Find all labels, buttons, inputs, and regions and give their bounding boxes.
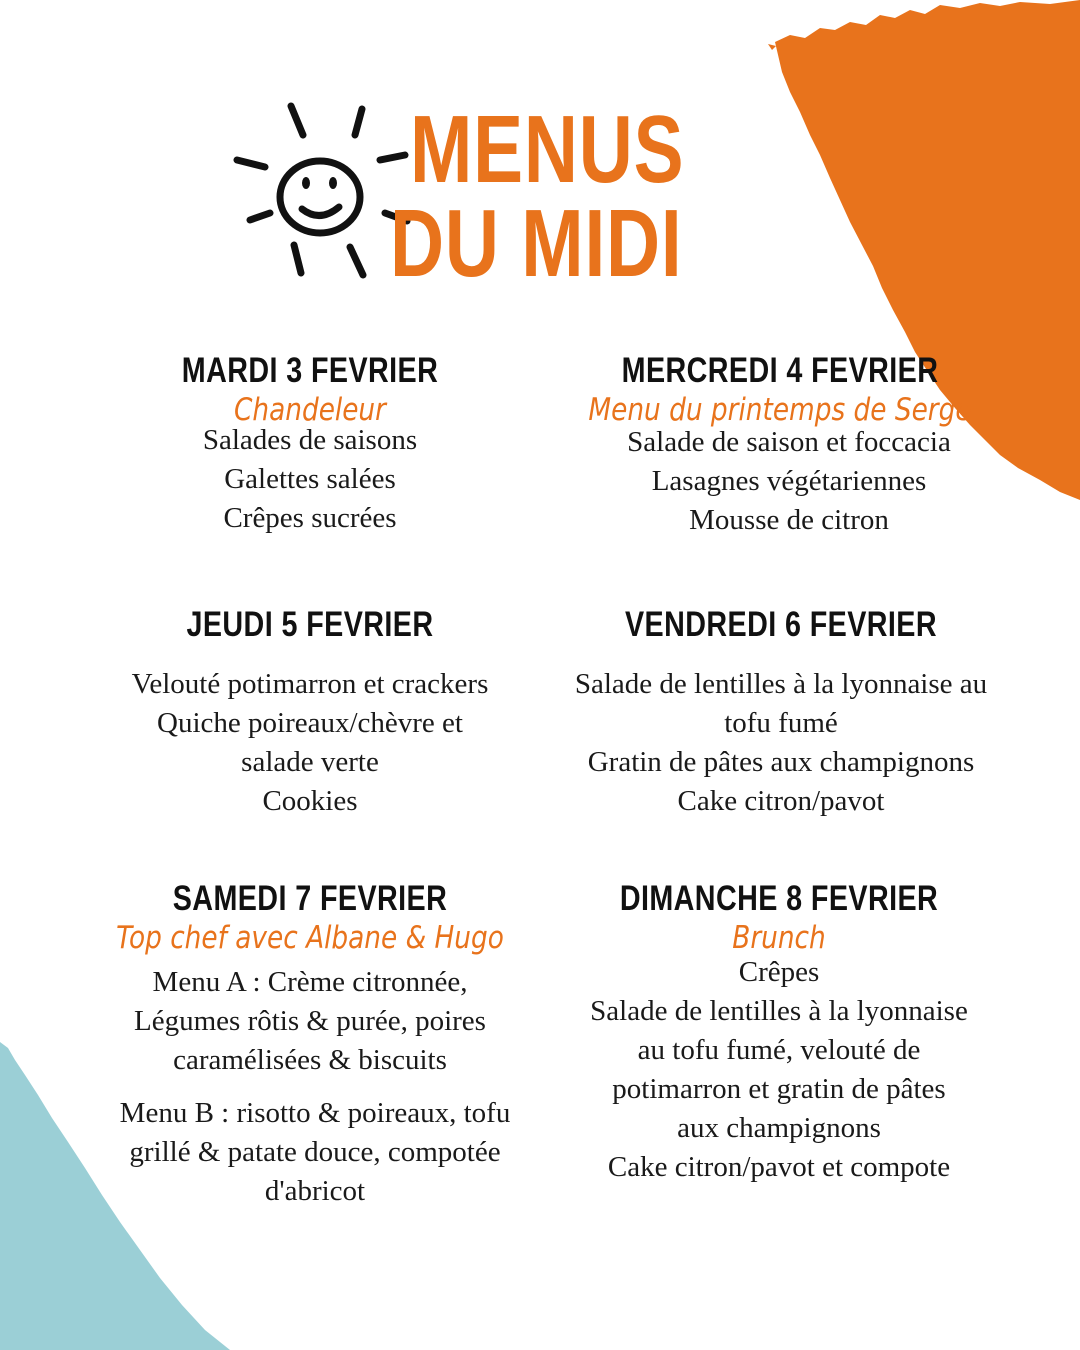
menu-item: Crêpes <box>738 956 820 989</box>
menu-items <box>60 421 560 538</box>
menu-item: Cake citron/pavot et compote <box>607 1151 951 1184</box>
menu-item: Salades de saisons <box>202 424 418 457</box>
menu-item: Salade de saison et foccacia <box>627 426 951 459</box>
menu-items <box>540 953 1018 1187</box>
menu-item: Quiche poireaux/chèvre et <box>157 706 463 739</box>
menu-item: Menu B : risotto & poireaux, tofu <box>119 1097 511 1130</box>
day-block-thursday <box>60 606 560 821</box>
menu-item: Cake citron/pavot <box>677 784 885 817</box>
menu-items <box>60 665 560 821</box>
day-subtitle: Brunch <box>732 919 826 956</box>
menu-item: aux champignons <box>677 1112 881 1145</box>
day-block-sunday <box>540 880 1018 1187</box>
menu-item: Mousse de citron <box>689 504 889 537</box>
menu-item: Cookies <box>262 784 358 817</box>
menu-item: Gratin de pâtes aux champignons <box>587 745 975 778</box>
menu-item: caramélisées & biscuits <box>173 1044 447 1077</box>
menu-item: Galettes salées <box>224 463 396 496</box>
title-line-menus: MENUS <box>410 96 685 203</box>
day-block-saturday <box>60 880 560 1211</box>
day-title: DIMANCHE 8 FEVRIER <box>619 879 939 918</box>
day-subtitle: Menu du printemps de Serge <box>588 391 972 428</box>
menu-item: Lasagnes végétariennes <box>651 465 927 498</box>
day-title: SAMEDI 7 FEVRIER <box>172 879 448 918</box>
menu-item: Crêpes sucrées <box>223 502 397 535</box>
day-title: VENDREDI 6 FEVRIER <box>625 605 937 644</box>
day-title: JEUDI 5 FEVRIER <box>186 605 434 644</box>
menu-items-b <box>70 1094 560 1211</box>
menu-item: grillé & patate douce, compotée <box>129 1136 501 1169</box>
day-subtitle: Chandeleur <box>234 391 386 428</box>
title-line-du-midi: DU MIDI <box>390 190 683 297</box>
menu-item: salade verte <box>241 745 379 778</box>
menu-item: tofu fumé <box>724 706 838 739</box>
menu-item: Salade de lentilles à la lyonnaise au <box>574 667 988 700</box>
menu-item: Légumes rôtis & purée, poires <box>134 1005 486 1038</box>
menu-item: au tofu fumé, velouté de <box>637 1034 921 1067</box>
smiling-sun-icon <box>225 95 415 285</box>
day-block-friday <box>540 606 1022 821</box>
day-block-tuesday <box>60 352 560 538</box>
menu-item: Salade de lentilles à la lyonnaise <box>590 995 968 1028</box>
menu-item: Menu A : Crème citronnée, <box>152 966 468 999</box>
menu-items-a <box>60 963 560 1080</box>
menu-items <box>540 423 1020 540</box>
menu-items <box>540 665 1022 821</box>
menu-item: potimarron et gratin de pâtes <box>612 1073 946 1106</box>
day-block-wednesday <box>540 352 1020 540</box>
day-title: MARDI 3 FEVRIER <box>181 351 439 390</box>
menu-item: d'abricot <box>264 1175 366 1208</box>
menu-item: Velouté potimarron et crackers <box>131 667 489 700</box>
day-title: MERCREDI 4 FEVRIER <box>621 351 939 390</box>
day-subtitle: Top chef avec Albane & Hugo <box>116 919 504 956</box>
